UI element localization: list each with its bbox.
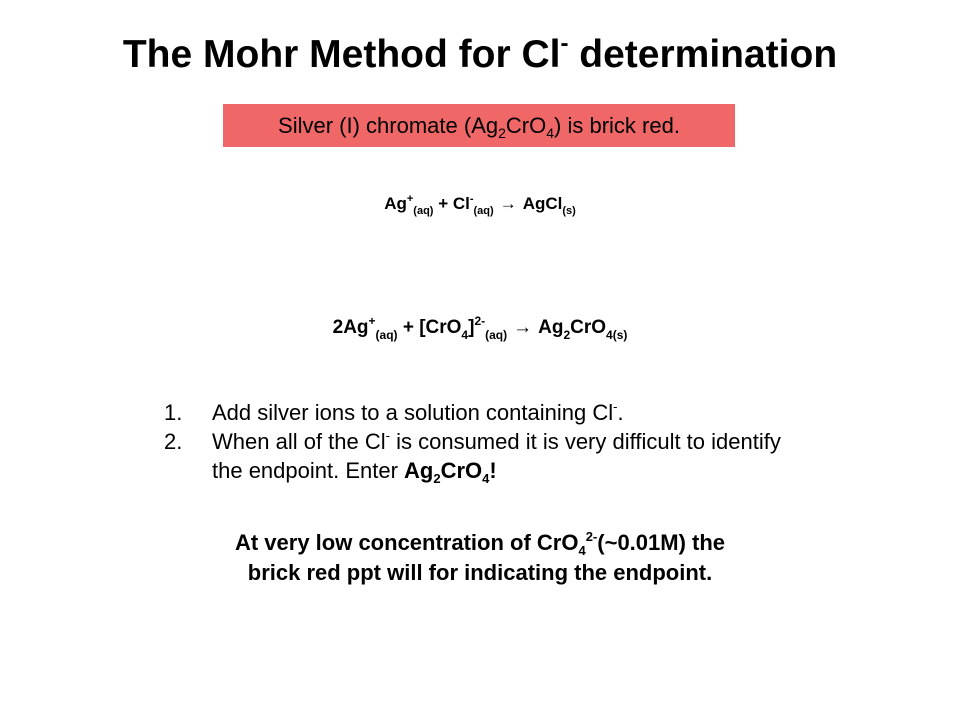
eq2-sup-3: 2- bbox=[474, 314, 486, 328]
conclusion-sup: 2- bbox=[585, 529, 598, 544]
eq1-cl: + Cl bbox=[433, 194, 470, 213]
step2-formula bbox=[404, 458, 497, 486]
step2-sup: - bbox=[385, 428, 390, 443]
eq2-sub-3: (aq) bbox=[485, 328, 508, 342]
conclusion-line-1 bbox=[0, 528, 960, 558]
eq1-sup-2: - bbox=[469, 193, 474, 205]
reaction-arrow-icon: → bbox=[513, 317, 533, 338]
eq2-sub-2: 4 bbox=[461, 328, 469, 342]
list-item-number: 1. bbox=[164, 400, 183, 425]
eq2-sub-4: 2 bbox=[563, 328, 571, 342]
eq1-product: AgCl bbox=[522, 194, 563, 213]
list-item-number: 2. bbox=[164, 429, 183, 454]
eq1-sub-1: (aq) bbox=[413, 205, 434, 217]
eq2-product-cro: CrO bbox=[570, 317, 607, 338]
equation-ag2cro4 bbox=[0, 312, 960, 344]
step2-cro: CrO bbox=[440, 458, 483, 483]
step2-ag: Ag bbox=[404, 458, 434, 483]
eq1-sub-2: (aq) bbox=[473, 205, 494, 217]
callout-sub-2: 4 bbox=[546, 125, 555, 141]
conclusion-sub: 4 bbox=[578, 543, 586, 558]
callout-text-3: ) is brick red. bbox=[554, 113, 680, 138]
brick-red-callout bbox=[223, 104, 735, 147]
step2-exclaim: ! bbox=[489, 458, 497, 483]
reaction-arrow-icon: → bbox=[499, 194, 517, 213]
conclusion-text-1: At very low concentration of CrO bbox=[234, 530, 579, 555]
callout-sub-1: 2 bbox=[498, 125, 506, 141]
step2-sub-1: 2 bbox=[433, 471, 441, 486]
callout-text-2: CrO bbox=[505, 113, 547, 138]
step1-text: Add silver ions to a solution containing Cl bbox=[212, 400, 614, 425]
list-item bbox=[164, 398, 804, 427]
slide-title bbox=[0, 30, 960, 80]
list-item bbox=[164, 427, 804, 485]
eq2-bracket: ] bbox=[468, 317, 475, 338]
title-prefix: The Mohr Method for Cl bbox=[122, 33, 561, 76]
step1-period: . bbox=[617, 400, 624, 425]
conclusion-text bbox=[0, 528, 960, 588]
title-suffix: determination bbox=[568, 33, 838, 76]
callout-text-1: Silver (I) chromate (Ag bbox=[278, 113, 499, 138]
conclusion-text-2: (~0.01M) the bbox=[597, 530, 726, 555]
title-superscript: - bbox=[560, 30, 569, 57]
equation-agcl bbox=[0, 190, 960, 218]
procedure-list bbox=[164, 398, 804, 485]
eq2-cro4: + [CrO bbox=[397, 317, 462, 338]
eq2-product-ag: Ag bbox=[538, 317, 564, 338]
eq2-ag: 2Ag bbox=[332, 317, 369, 338]
eq1-sup-1: + bbox=[406, 193, 414, 205]
step2-sub-2: 4 bbox=[482, 471, 490, 486]
step2-text-2: is consumed it is very difficult to identify the endpoint. Enter bbox=[212, 429, 781, 483]
eq2-sup-1: + bbox=[368, 314, 376, 328]
eq1-ag: Ag bbox=[384, 194, 407, 213]
step2-text-1: When all of the Cl bbox=[212, 429, 386, 454]
conclusion-line-2: brick red ppt will for indicating the endpoint. bbox=[247, 560, 713, 585]
eq1-sub-3: (s) bbox=[562, 205, 576, 217]
eq2-sub-5: 4(s) bbox=[606, 328, 628, 342]
step1-sup: - bbox=[613, 399, 618, 414]
eq2-sub-1: (aq) bbox=[375, 328, 398, 342]
